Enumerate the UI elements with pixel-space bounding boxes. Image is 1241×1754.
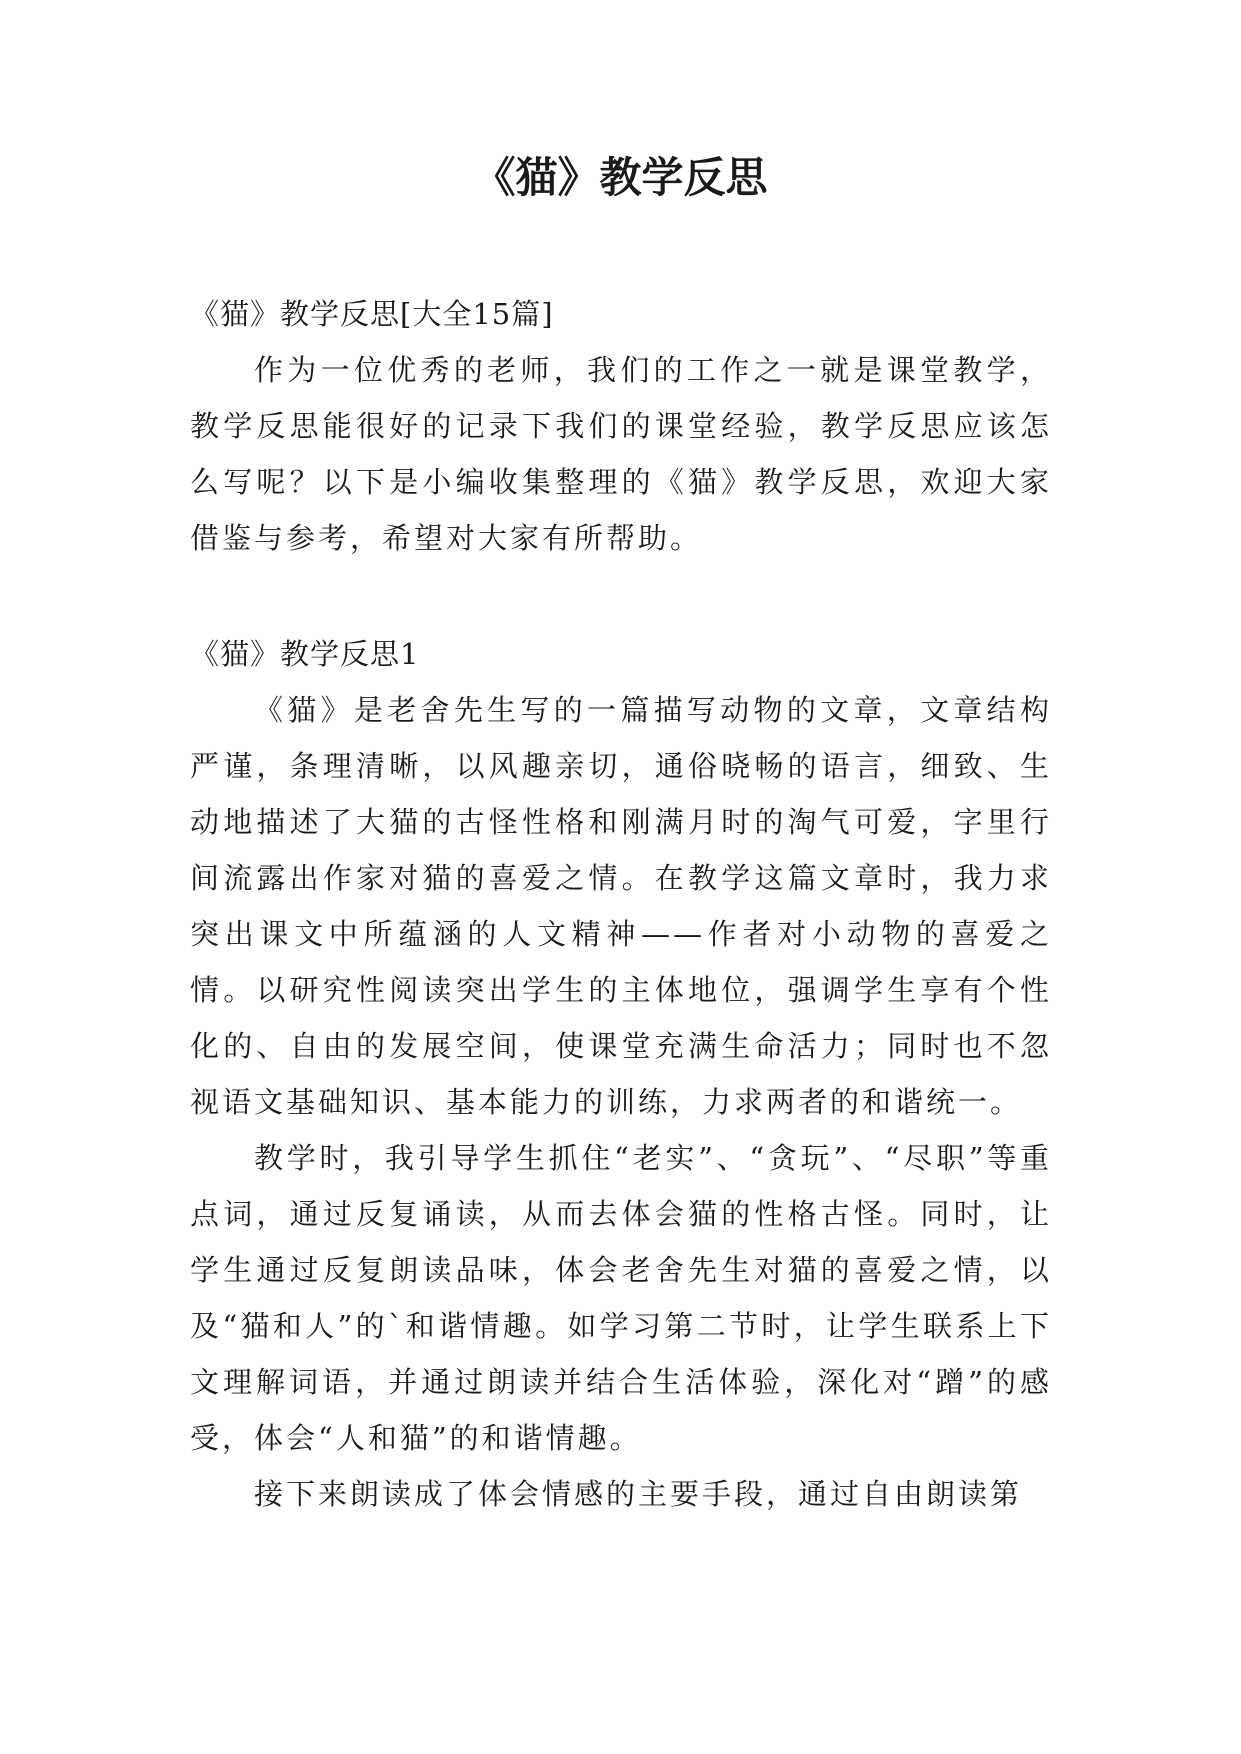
document-title: 《猫》教学反思 [473, 153, 768, 202]
body-paragraph: 接下来朗读成了体会情感的主要手段，通过自由朗读第 [254, 1477, 1023, 1511]
section-spacer [190, 566, 1052, 626]
body-paragraph: 《猫》是老舍先生写的一篇描写动物的文章，文章结构严谨，条理清晰，以风趣亲切，通俗晓畅的语言，细致、生动地描述了大猫的古怪性格和刚满月时的淘气可爱，字里行间流露出作家对猫的喜爱之情。在教学这篇文章时，我力求突出课文中所蕴涵的人文精神——作者对小动物的喜爱之情。以研究性阅读突出学生的主体地位，强调学生享有个性化的、自由的发展空间，使课堂充满生命活力；同时也不忽视语文基础知识、基本能力的训练，力求两者的和谐统一。 [190, 693, 1052, 1119]
section-heading: 《猫》教学反思1 [190, 637, 420, 671]
intro-paragraph: 作为一位优秀的老师，我们的工作之一就是课堂教学，教学反思能很好的记录下我们的课堂经验，教学反思应该怎么写呢？以下是小编收集整理的《猫》教学反思，欢迎大家借鉴与参考，希望对大家有所帮助。 [190, 353, 1052, 555]
body-paragraph: 教学时，我引导学生抓住“老实”、“贪玩”、“尽职”等重点词，通过反复诵读，从而去体会猫的性格古怪。同时，让学生通过反复朗读品味，体会老舍先生对猫的喜爱之情，以及“猫和人”的`和谐情趣。如学习第二节时，让学生联系上下文理解词语，并通过朗读并结合生活体验，深化对“蹭”的感受，体会“人和猫”的和谐情趣。 [190, 1141, 1052, 1455]
document-body [190, 286, 1052, 1522]
document-subtitle: 《猫》教学反思[大全15篇] [190, 297, 554, 331]
